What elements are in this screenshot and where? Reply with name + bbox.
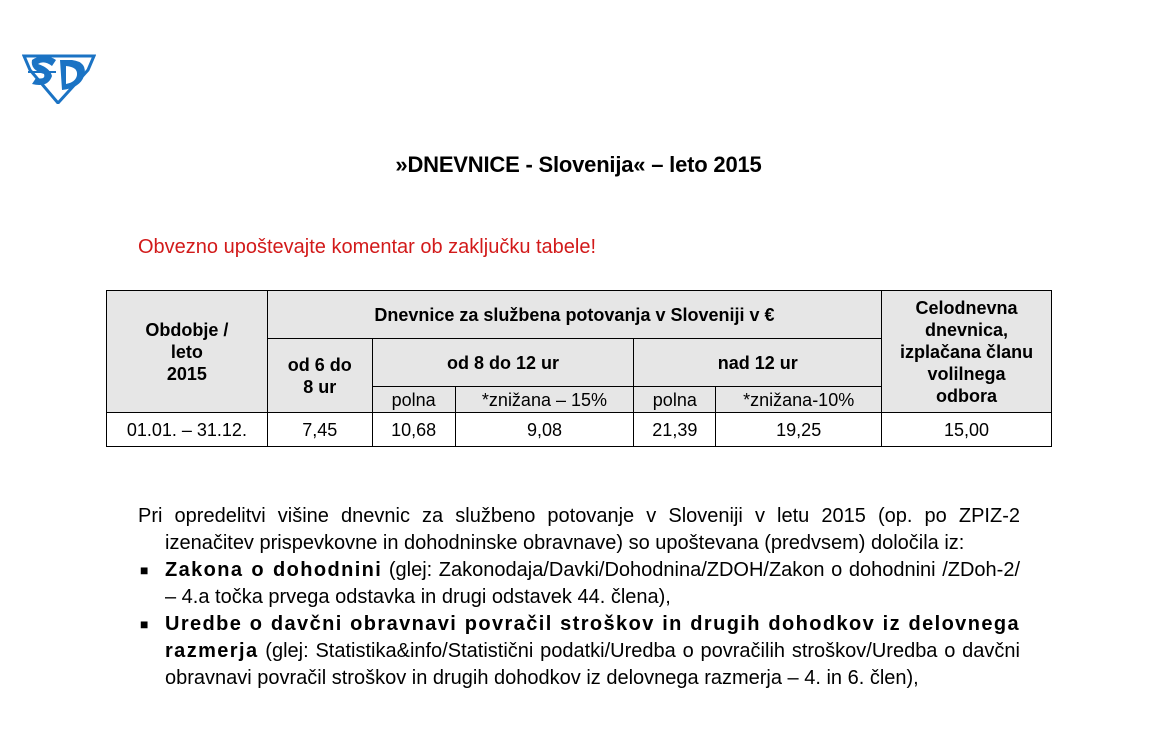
cell-6-8: 7,45 [267,413,372,447]
list-item [138,557,1020,611]
col-8-12-header: od 8 do 12 ur [372,339,634,387]
cell-8-12-reduced: 9,08 [455,413,634,447]
law-reference: (glej: Zakonodaja/Davki/Dohodnina/ZDOH/Zakon o dohodnini /ZDoh-2/ – 4.a točka prvega odstavka in drugi odstavek 44. člena), [165,559,1021,608]
cell-full-day: 15,00 [882,413,1052,447]
mandatory-note: Obvezno upoštevajte komentar ob zaključku tabele! [138,236,597,258]
full-day-header: Celodnevna dnevnica, izplačana članu volilnega odbora [882,291,1052,413]
col-6-8-header: od 6 do 8 ur [267,339,372,413]
bullet-icon: ■ [140,562,149,578]
sub-reduced-over-12: *znižana-10% [716,387,882,413]
bullet-list [138,557,1020,692]
per-diem-table [106,290,1052,447]
period-header: Obdobje / leto 2015 [107,291,268,413]
page-title: »DNEVNICE - Slovenija« – leto 2015 [395,152,762,177]
table-row [107,413,1052,447]
regulation-reference: (glej: Statistika&info/Statistični podatki/Uredba o povračilih stroškov/Uredba o davčni obravnavi povračil stroškov in drugih dohodkov iz delovnega razmerja – 4. in 6. člen), [165,640,1020,689]
sd-shield-logo-icon [22,48,96,104]
cell-8-12-full: 10,68 [372,413,455,447]
intro-paragraph: Pri opredelitvi višine dnevnic za službeno potovanje v Sloveniji v letu 2015 (op. po ZPIZ-2 izenačitev prispevkovne in dohodninske obravnave) so upoštevana (predvsem) določila iz: [138,505,1020,554]
col-over-12-header: nad 12 ur [634,339,882,387]
bullet-icon: ■ [140,616,149,632]
sub-reduced-8-12: *znižana – 15% [455,387,634,413]
sub-full-8-12: polna [372,387,455,413]
cell-over-12-reduced: 19,25 [716,413,882,447]
commentary [138,503,1020,692]
sub-full-over-12: polna [634,387,716,413]
cell-period: 01.01. – 31.12. [107,413,268,447]
cell-over-12-full: 21,39 [634,413,716,447]
law-name: Zakona o dohodnini [165,559,383,581]
list-item [138,611,1020,692]
regulation-name: Uredbe o davčni obravnavi povračil stroškov in drugih dohodkov iz delovnega razmerja [165,613,1020,662]
group-header: Dnevnice za službena potovanja v Sloveniji v € [267,291,881,339]
